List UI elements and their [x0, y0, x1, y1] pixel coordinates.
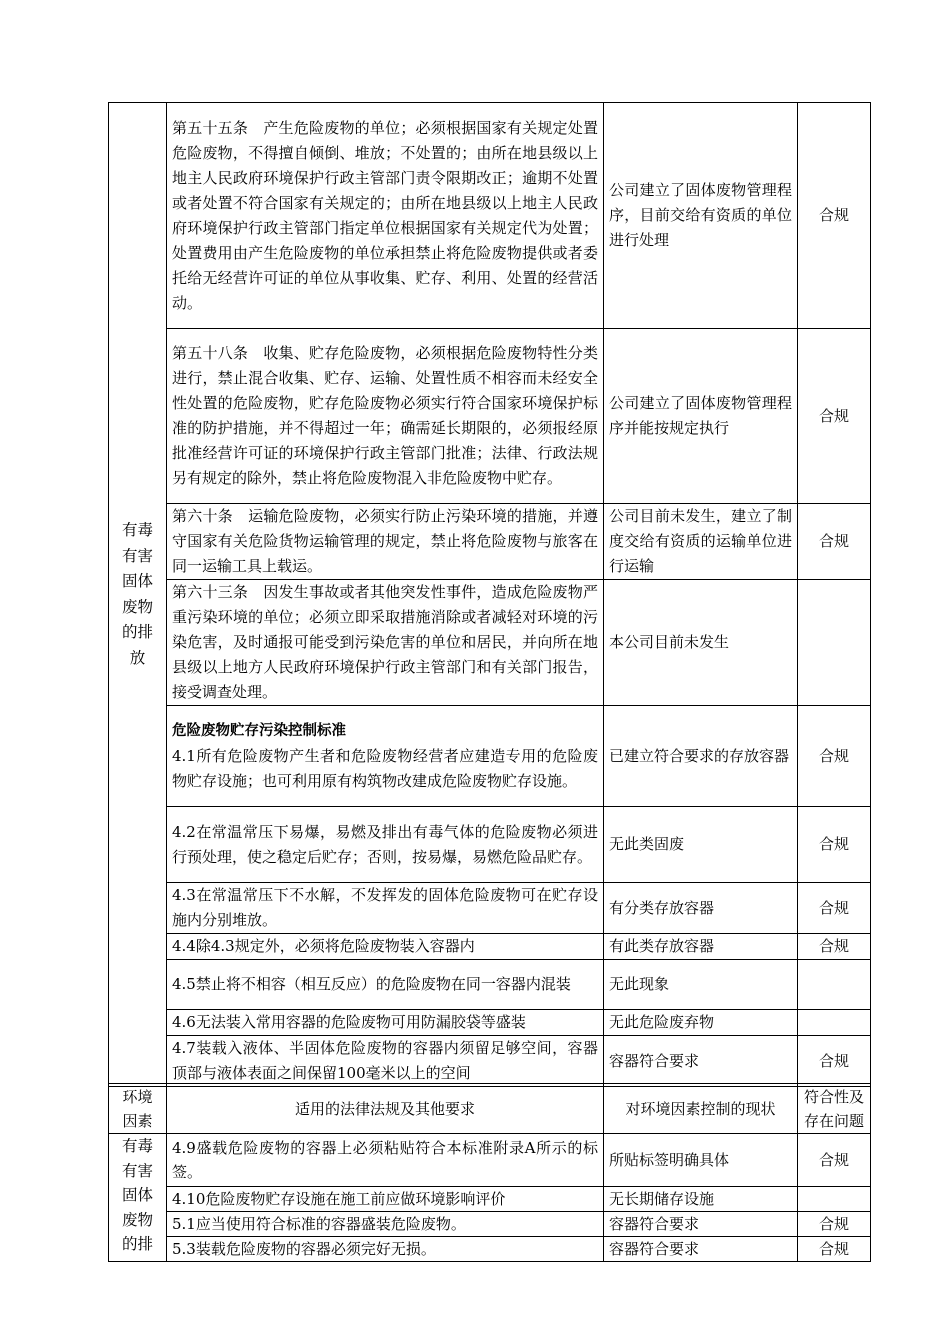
result-cell: 合规 — [798, 706, 871, 807]
category-line: 固体 — [121, 572, 153, 590]
result-cell: 合规 — [798, 1036, 871, 1087]
header-factor-line: 因素 — [122, 1111, 153, 1130]
result-cell: 合规 — [798, 934, 871, 960]
requirement-cell: 4.4除4.3规定外，必须将危险废物装入容器内 — [167, 934, 604, 960]
requirement-cell — [167, 706, 604, 807]
category-line: 固体 — [121, 1186, 153, 1204]
status-cell: 容器符合要求 — [604, 1036, 798, 1087]
category-cell — [109, 103, 167, 1087]
result-cell: 合规 — [798, 1212, 871, 1237]
standard-title: 危险废物贮存污染控制标准 — [172, 722, 346, 739]
status-cell: 容器符合要求 — [604, 1237, 798, 1262]
compliance-table-2 — [108, 1083, 871, 1262]
result-cell: 合规 — [798, 504, 871, 580]
category-line: 有害 — [121, 546, 153, 565]
category-line: 废物 — [121, 1210, 153, 1229]
category-line: 的排 — [121, 1235, 153, 1253]
status-cell: 已建立符合要求的存放容器 — [604, 706, 798, 807]
header-law: 适用的法律法规及其他要求 — [167, 1084, 604, 1134]
status-cell: 有此类存放容器 — [604, 934, 798, 960]
status-cell: 公司建立了固体废物管理程序并能按规定执行 — [604, 329, 798, 504]
requirement-cell: 4.5禁止将不相容（相互反应）的危险废物在同一容器内混装 — [167, 960, 604, 1010]
status-cell: 无此危险废弃物 — [604, 1010, 798, 1036]
header-result — [798, 1084, 871, 1134]
header-factor — [109, 1084, 167, 1134]
requirement-cell: 4.7装载入液体、半固体危险废物的容器内须留足够空间，容器顶部与液体表面之间保留100毫米以上的空间 — [167, 1036, 604, 1087]
header-status: 对环境因素控制的现状 — [604, 1084, 798, 1134]
requirement-cell: 第五十五条 产生危险废物的单位；必须根据国家有关规定处置危险废物，不得擅自倾倒、堆放；不处置的；由所在地县级以上地主人民政府环境保护行政主管部门责令限期改正；逾期不处置或者处置不符合国家有关规定的；由所在地县级以上地主人民政府环境保护行政主管部门指定单位根据国家有关规定代为处置；处置费用由产生危险废物的单位承担禁止将危险废物提供或者委托给无经营许可证的单位从事收集、贮存、利用、处置的经营活动。 — [167, 103, 604, 329]
category-line: 废物 — [121, 597, 153, 616]
requirement-cell: 5.1应当使用符合标准的容器盛装危险废物。 — [167, 1212, 604, 1237]
requirement-cell: 4.10危险废物贮存设施在施工前应做环境影响评价 — [167, 1187, 604, 1212]
status-cell: 公司目前未发生，建立了制度交给有资质的运输单位进行运输 — [604, 504, 798, 580]
requirement-cell: 4.3在常温常压下不水解，不发挥发的固体危险废物可在贮存设施内分别堆放。 — [167, 883, 604, 934]
header-factor-line: 环境 — [122, 1087, 153, 1106]
requirement-cell: 4.9盛载危险废物的容器上必须粘贴符合本标准附录A所示的标签。 — [167, 1134, 604, 1187]
result-cell — [798, 1010, 871, 1036]
category-line: 的排 — [121, 623, 153, 641]
status-cell: 无此类固废 — [604, 807, 798, 883]
requirement-cell: 第六十三条 因发生事故或者其他突发性事件，造成危险废物严重污染环境的单位；必须立即采取措施消除或者减轻对环境的污染危害，及时通报可能受到污染危害的单位和居民，并向所在地县级以上地方人民政府环境保护行政主管部门和有关部门报告，接受调查处理。 — [167, 580, 604, 706]
status-cell: 本公司目前未发生 — [604, 580, 798, 706]
status-cell: 无长期储存设施 — [604, 1187, 798, 1212]
result-cell — [798, 1187, 871, 1212]
requirement-cell: 第六十条 运输危险废物，必须实行防止污染环境的措施，并遵守国家有关危险货物运输管理的规定，禁止将危险废物与旅客在同一运输工具上载运。 — [167, 504, 604, 580]
requirement-cell: 5.3装载危险废物的容器必须完好无损。 — [167, 1237, 604, 1262]
result-cell — [798, 960, 871, 1010]
requirement-cell: 4.2在常温常压下易爆，易燃及排出有毒气体的危险废物必须进行预处理，使之稳定后贮存；否则，按易爆，易燃危险品贮存。 — [167, 807, 604, 883]
compliance-table-1 — [108, 102, 871, 1087]
status-cell: 所贴标签明确具体 — [604, 1134, 798, 1187]
requirement-cell: 4.6无法装入常用容器的危险废物可用防漏胶袋等盛装 — [167, 1010, 604, 1036]
result-cell: 合规 — [798, 883, 871, 934]
status-cell: 无此现象 — [604, 960, 798, 1010]
status-cell: 容器符合要求 — [604, 1212, 798, 1237]
result-cell: 合规 — [798, 103, 871, 329]
result-cell: 合规 — [798, 329, 871, 504]
result-cell: 合规 — [798, 1134, 871, 1187]
status-cell: 公司建立了固体废物管理程序，目前交给有资质的单位进行处理 — [604, 103, 798, 329]
requirement-text: 4.1所有危险废物产生者和危险废物经营者应建造专用的危险废物贮存设施；也可利用原有构筑物改建成危险废物贮存设施。 — [172, 746, 598, 790]
result-cell — [798, 580, 871, 706]
category-line: 放 — [129, 648, 146, 667]
status-cell: 有分类存放容器 — [604, 883, 798, 934]
requirement-cell: 第五十八条 收集、贮存危险废物，必须根据危险废物特性分类进行，禁止混合收集、贮存、运输、处置性质不相容而未经安全性处置的危险废物，贮存危险废物必须实行符合国家环境保护标准的防护措施，并不得超过一年；确需延长期限的，必须报经原批准经营许可证的环境保护行政主管部门批准；法律、行政法规另有规定的除外，禁止将危险废物混入非危险废物中贮存。 — [167, 329, 604, 504]
category-line: 有毒 — [121, 521, 153, 539]
category-cell — [109, 1134, 167, 1262]
category-line: 有害 — [121, 1161, 153, 1180]
result-cell: 合规 — [798, 807, 871, 883]
header-result-line: 符合性及 — [803, 1087, 864, 1106]
header-result-line: 存在问题 — [803, 1111, 864, 1130]
result-cell: 合规 — [798, 1237, 871, 1262]
category-line: 有毒 — [121, 1137, 153, 1155]
